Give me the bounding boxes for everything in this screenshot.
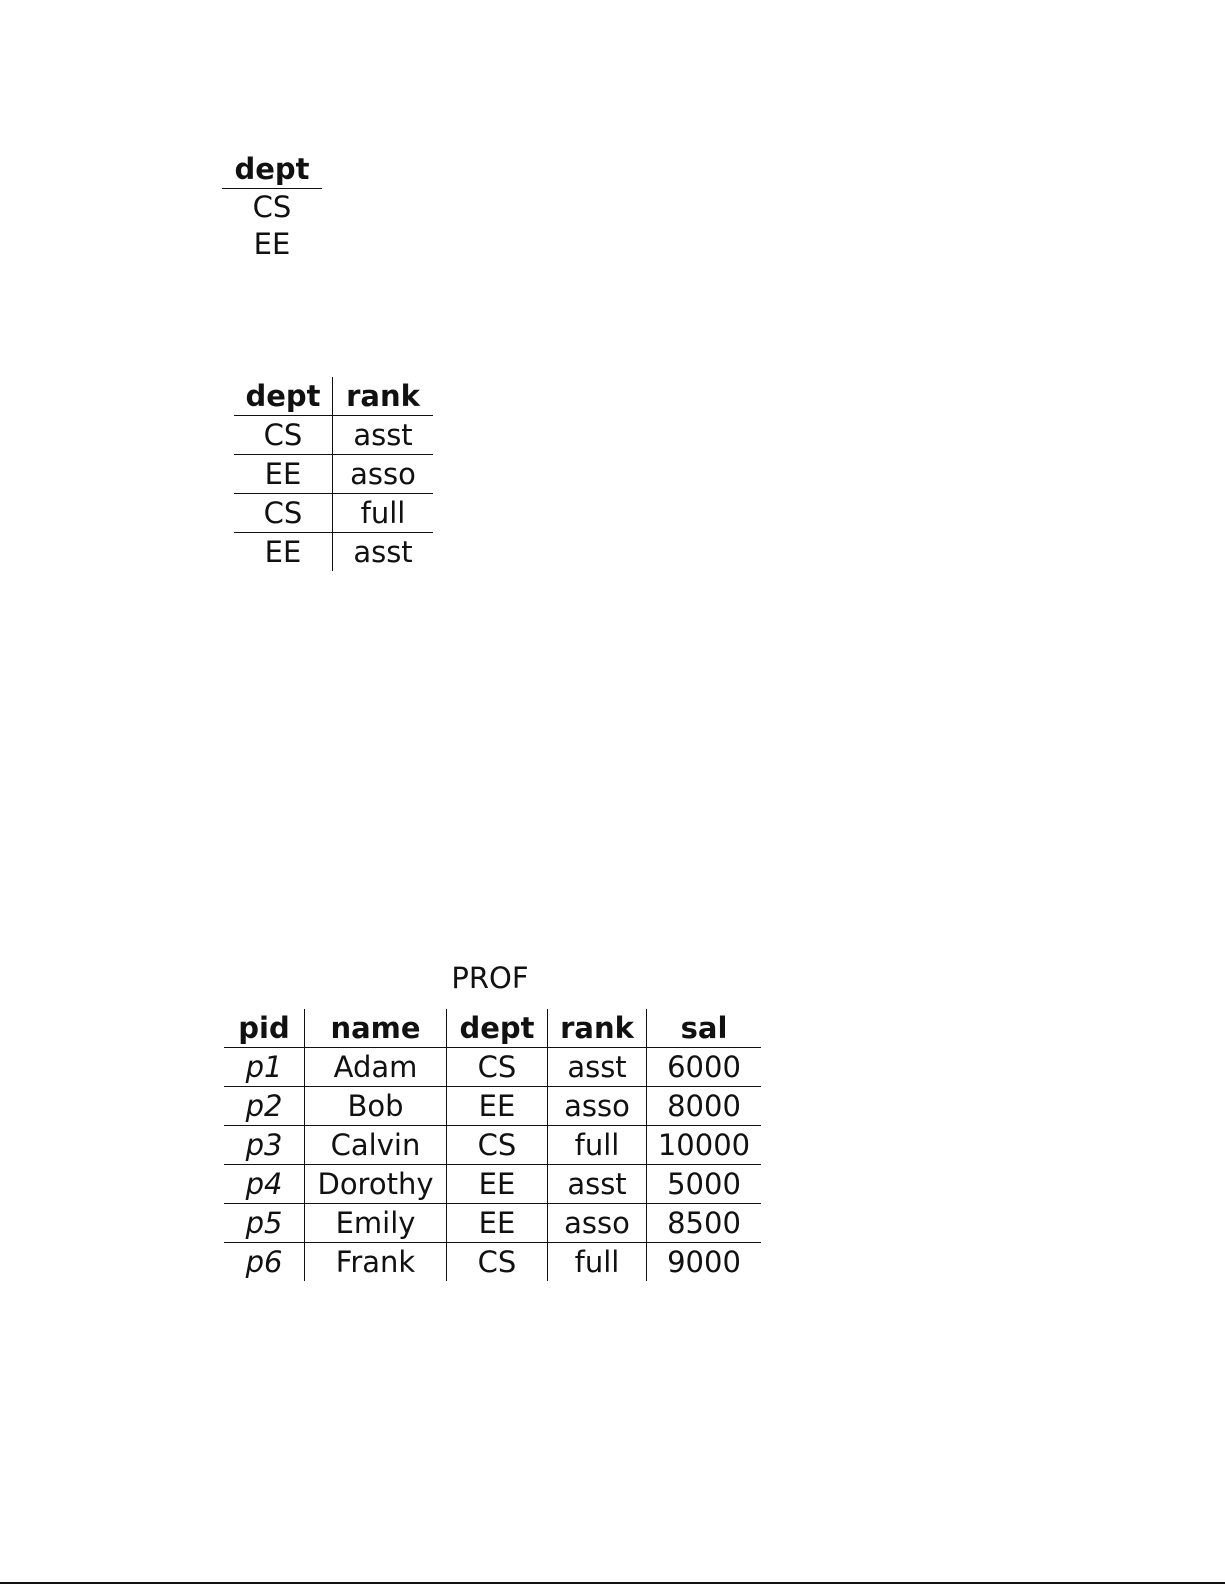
cell-rank: asst: [333, 416, 434, 455]
header-sal: sal: [647, 1009, 762, 1048]
table-row: [234, 533, 433, 572]
table-row: [224, 1165, 761, 1204]
cell-pid: p5: [224, 1204, 305, 1243]
header-name: name: [305, 1009, 447, 1048]
cell-name: Bob: [305, 1087, 447, 1126]
cell-rank: full: [548, 1243, 647, 1282]
cell-rank: asso: [548, 1204, 647, 1243]
table-row: [234, 455, 433, 494]
cell-dept: CS: [234, 494, 333, 533]
table-row: [224, 1126, 761, 1165]
cell-rank: asso: [333, 455, 434, 494]
cell-pid: p3: [224, 1126, 305, 1165]
cell-rank: asst: [333, 533, 434, 572]
table-row: [222, 226, 322, 263]
page-bottom-rule: [0, 1582, 1225, 1584]
table-row: [224, 1048, 761, 1087]
cell-dept: CS: [252, 190, 292, 224]
table-row: [224, 1243, 761, 1282]
cell-sal: 5000: [647, 1165, 762, 1204]
cell-rank: full: [548, 1126, 647, 1165]
cell-dept: CS: [447, 1126, 548, 1165]
cell-dept: CS: [447, 1243, 548, 1282]
header-row: [224, 1009, 761, 1048]
dept-table: [222, 150, 322, 263]
header-dept: dept: [447, 1009, 548, 1048]
cell-name: Calvin: [305, 1126, 447, 1165]
cell-pid: p2: [224, 1087, 305, 1126]
cell-sal: 9000: [647, 1243, 762, 1282]
cell-name: Emily: [305, 1204, 447, 1243]
cell-dept: CS: [234, 416, 333, 455]
cell-dept: EE: [447, 1087, 548, 1126]
cell-pid: p6: [245, 1245, 283, 1279]
cell-sal: 10000: [647, 1126, 762, 1165]
cell-dept: EE: [264, 535, 302, 569]
cell-dept: EE: [253, 227, 291, 261]
header-dept: dept: [234, 377, 333, 416]
header-pid: pid: [224, 1009, 305, 1048]
cell-dept: CS: [447, 1048, 548, 1087]
cell-rank: full: [333, 494, 434, 533]
cell-sal: 8000: [647, 1087, 762, 1126]
cell-dept: EE: [447, 1165, 548, 1204]
dept-rank-table: [234, 377, 433, 571]
header-rank: rank: [333, 377, 434, 416]
cell-name: Dorothy: [305, 1165, 447, 1204]
cell-rank: asst: [548, 1165, 647, 1204]
cell-name: Adam: [305, 1048, 447, 1087]
header-dept: dept: [222, 150, 322, 189]
prof-table: [224, 1009, 761, 1281]
cell-dept: EE: [234, 455, 333, 494]
cell-pid: p1: [224, 1048, 305, 1087]
cell-name: Frank: [305, 1243, 447, 1282]
header-row: [222, 150, 322, 189]
table-row: [234, 494, 433, 533]
header-row: [234, 377, 433, 416]
cell-sal: 8500: [647, 1204, 762, 1243]
table-row: [234, 416, 433, 455]
cell-sal: 6000: [647, 1048, 762, 1087]
cell-rank: asst: [548, 1048, 647, 1087]
table-title: PROF: [451, 961, 529, 995]
header-rank: rank: [548, 1009, 647, 1048]
table-row: [224, 1204, 761, 1243]
cell-pid: p4: [224, 1165, 305, 1204]
table-row: [222, 189, 322, 227]
cell-dept: EE: [447, 1204, 548, 1243]
table-row: [224, 1087, 761, 1126]
cell-rank: asso: [548, 1087, 647, 1126]
